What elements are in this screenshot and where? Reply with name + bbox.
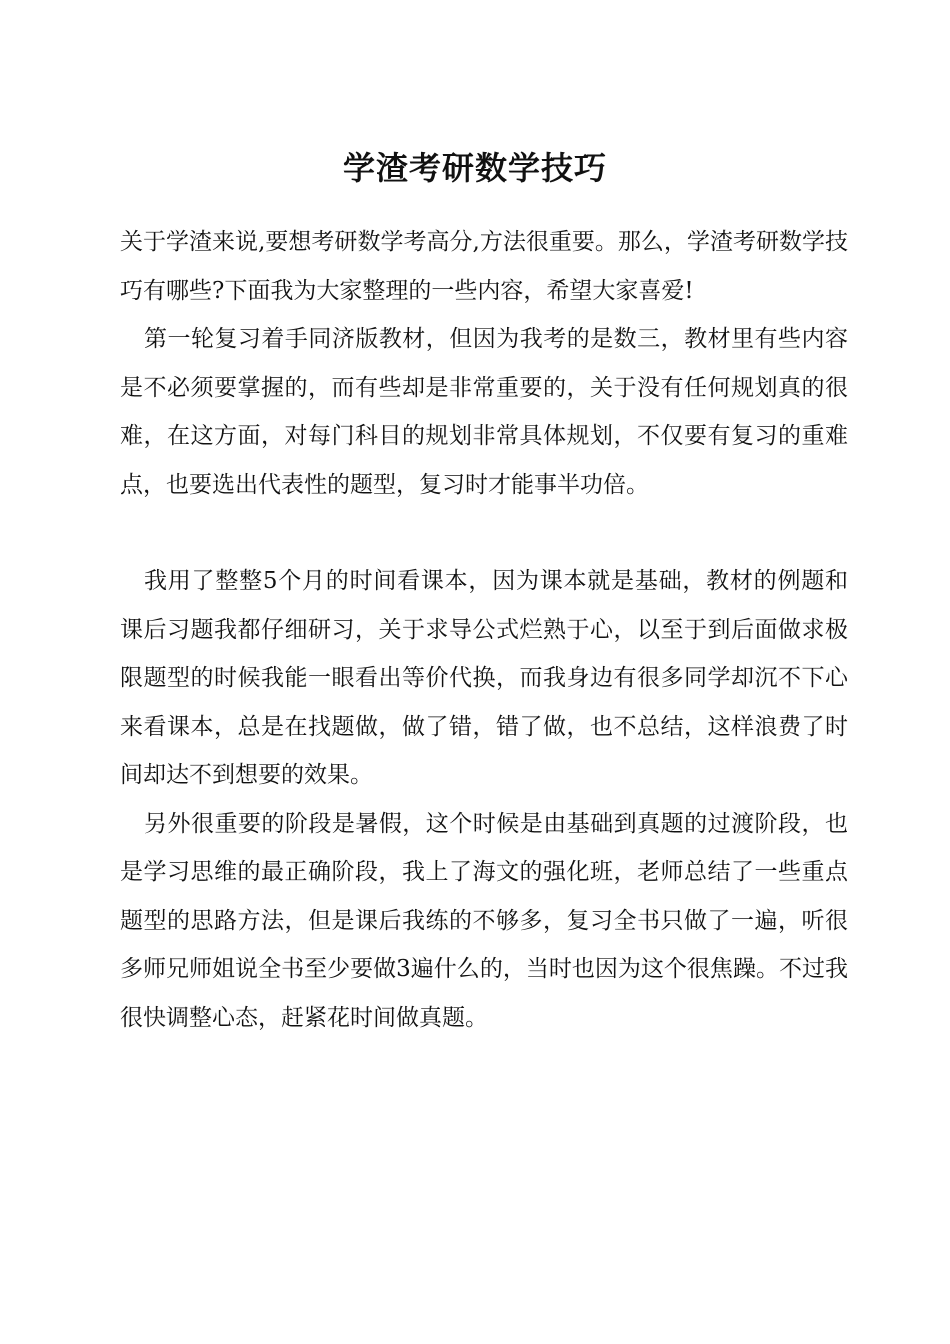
paragraph-intro: 关于学渣来说,要想考研数学考高分,方法很重要。那么，学渣考研数学技巧有哪些?下面我为大家整理的一些内容，希望大家喜爱!	[120, 229, 848, 304]
paragraph-summer: 另外很重要的阶段是暑假，这个时候是由基础到真题的过渡阶段，也是学习思维的最正确阶段，我上了海文的强化班，老师总结了一些重点题型的思路方法，但是课后我练的不够多，复习全书只做了一遍，听很多师兄师姐说全书至少要做3遍什么的，当时也因为这个很焦躁。不过我很快调整心态，赶紧花时间做真题。	[120, 810, 848, 1031]
paragraph-textbook: 我用了整整5个月的时间看课本，因为课本就是基础，教材的例题和课后习题我都仔细研习，关于求导公式烂熟于心，以至于到后面做求极限题型的时候我能一眼看出等价代换，而我身边有很多同学却沉不下心来看课本，总是在找题做，做了错，错了做，也不总结，这样浪费了时间却达不到想要的效果。	[120, 568, 848, 788]
paragraph-first-round: 第一轮复习着手同济版教材，但因为我考的是数三，教材里有些内容是不必须要掌握的，而有些却是非常重要的，关于没有任何规划真的很难，在这方面，对每门科目的规划非常具体规划，不仅要有复习的重难点，也要选出代表性的题型，复习时才能事半功倍。	[120, 326, 848, 498]
document-body	[120, 218, 848, 1042]
document-title: 学渣考研数学技巧	[342, 149, 607, 187]
paragraph-gap	[120, 509, 848, 557]
